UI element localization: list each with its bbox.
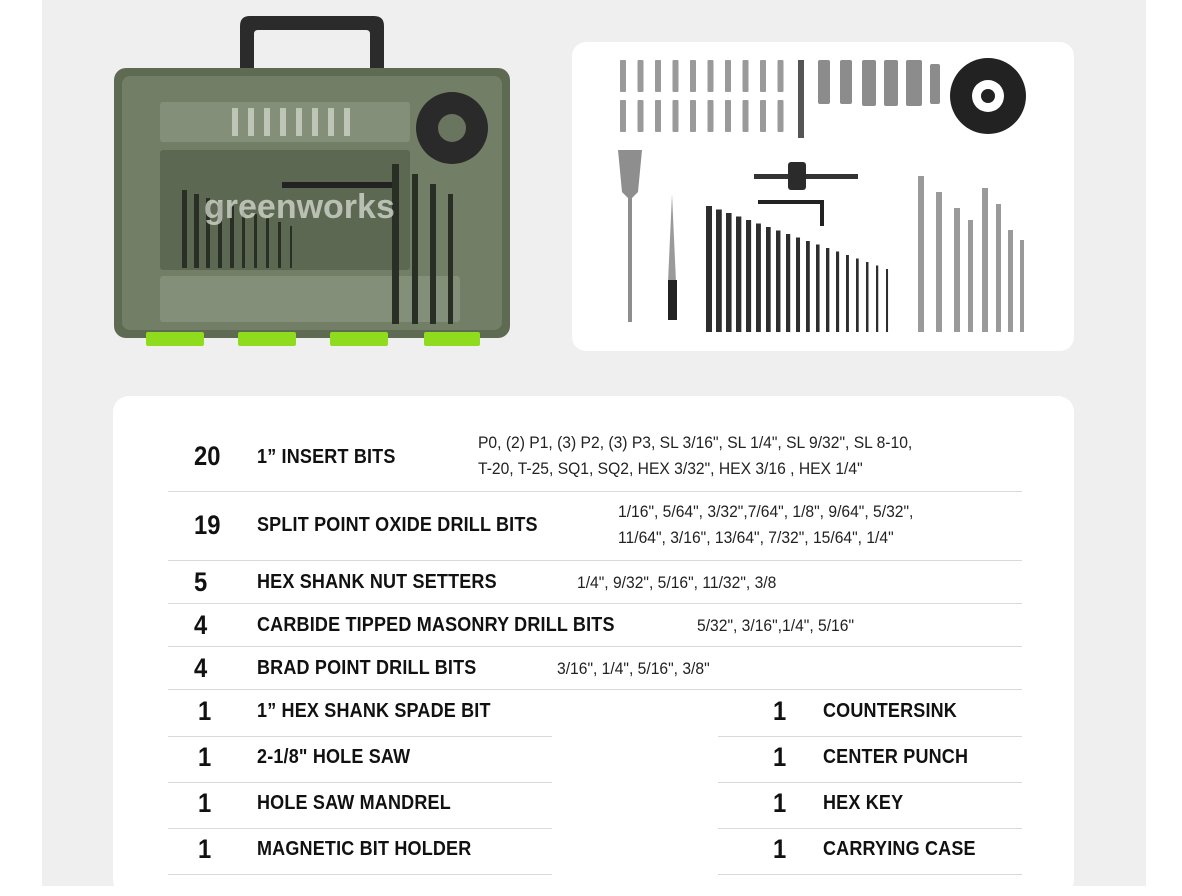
drill-bit-mark (776, 231, 780, 333)
item-quantity: 1 (773, 696, 787, 726)
insert-bit-mark (690, 100, 696, 132)
item-name: MAGNETIC BIT HOLDER (257, 838, 472, 860)
item-name: 2-1/8" HOLE SAW (257, 746, 411, 768)
item-sizes: 1/4", 9/32", 5/16", 11/32", 3/8 (577, 573, 777, 592)
insert-bit-mark (778, 60, 784, 92)
drill-bit-mark (726, 213, 732, 332)
carrying-case-image (112, 14, 512, 350)
insert-bit-mark (673, 60, 679, 92)
item-name: COUNTERSINK (823, 700, 957, 722)
tools-contents-card (572, 42, 1074, 351)
greenworks-logo-text: greenworks (204, 188, 395, 226)
item-sizes: 1/16", 5/64", 3/32",7/64", 1/8", 9/64", 5/32", (618, 502, 914, 521)
insert-bit-mark (725, 60, 731, 92)
item-quantity: 1 (198, 696, 212, 726)
item-quantity: 4 (194, 610, 208, 640)
insert-bit-mark (708, 60, 714, 92)
drill-bit-mark (856, 259, 859, 333)
item-name: HEX KEY (823, 792, 904, 814)
insert-bit-mark (690, 60, 696, 92)
drill-bit-mark (716, 210, 722, 333)
drill-bit-mark (706, 206, 712, 332)
drill-bit-mark (886, 269, 888, 332)
item-quantity: 5 (194, 567, 208, 597)
drill-bit-mark (736, 217, 741, 333)
drill-bit-mark (846, 255, 849, 332)
drill-bit-mark (826, 248, 829, 332)
insert-bit-mark (708, 100, 714, 132)
insert-bit-mark (638, 100, 644, 132)
item-sizes: 5/32", 3/16",1/4", 5/16" (697, 616, 855, 635)
item-name: CARRYING CASE (823, 838, 976, 860)
insert-bit-mark (725, 100, 731, 132)
item-name: BRAD POINT DRILL BITS (257, 657, 477, 679)
drill-bit-mark (746, 220, 751, 332)
drill-bit-mark (816, 245, 820, 333)
item-quantity: 20 (194, 441, 221, 471)
insert-bit-mark (655, 100, 661, 132)
drill-bit-mark (806, 241, 810, 332)
insert-bit-mark (743, 100, 749, 132)
insert-bit-mark (655, 60, 661, 92)
insert-bit-mark (673, 100, 679, 132)
item-quantity: 1 (198, 834, 212, 864)
insert-bit-mark (743, 60, 749, 92)
item-sizes: T-20, T-25, SQ1, SQ2, HEX 3/32", HEX 3/16 , HEX 1/4" (478, 459, 863, 478)
item-name: HOLE SAW MANDREL (257, 792, 451, 814)
drill-bit-mark (766, 227, 771, 332)
tools-contents-image (572, 42, 1074, 351)
drill-bit-mark (786, 234, 790, 332)
item-name: SPLIT POINT OXIDE DRILL BITS (257, 514, 538, 536)
item-name: 1” HEX SHANK SPADE BIT (257, 700, 491, 722)
item-quantity: 1 (773, 834, 787, 864)
drill-bit-mark (836, 252, 839, 333)
insert-bit-mark (760, 100, 766, 132)
drill-bit-mark (796, 238, 800, 333)
drill-bit-mark (866, 262, 868, 332)
item-quantity: 1 (198, 742, 212, 772)
drill-bit-mark (876, 266, 878, 333)
insert-bit-mark (620, 100, 626, 132)
insert-bit-mark (620, 60, 626, 92)
insert-bit-mark (778, 100, 784, 132)
drill-bit-mark (756, 224, 761, 333)
insert-bit-mark (638, 60, 644, 92)
item-name: CARBIDE TIPPED MASONRY DRILL BITS (257, 614, 615, 636)
item-name: CENTER PUNCH (823, 746, 969, 768)
item-quantity: 1 (773, 742, 787, 772)
item-quantity: 4 (194, 653, 208, 683)
item-name: 1” INSERT BITS (257, 446, 396, 468)
item-quantity: 19 (194, 510, 221, 540)
item-quantity: 1 (773, 788, 787, 818)
item-quantity: 1 (198, 788, 212, 818)
insert-bit-mark (760, 60, 766, 92)
item-sizes: P0, (2) P1, (3) P2, (3) P3, SL 3/16", SL 1/4", SL 9/32", SL 8-10, (478, 433, 913, 452)
item-sizes: 3/16", 1/4", 5/16", 3/8" (557, 659, 710, 678)
item-name: HEX SHANK NUT SETTERS (257, 571, 497, 593)
item-sizes: 11/64", 3/16", 13/64", 7/32", 15/64", 1/4" (618, 528, 894, 547)
